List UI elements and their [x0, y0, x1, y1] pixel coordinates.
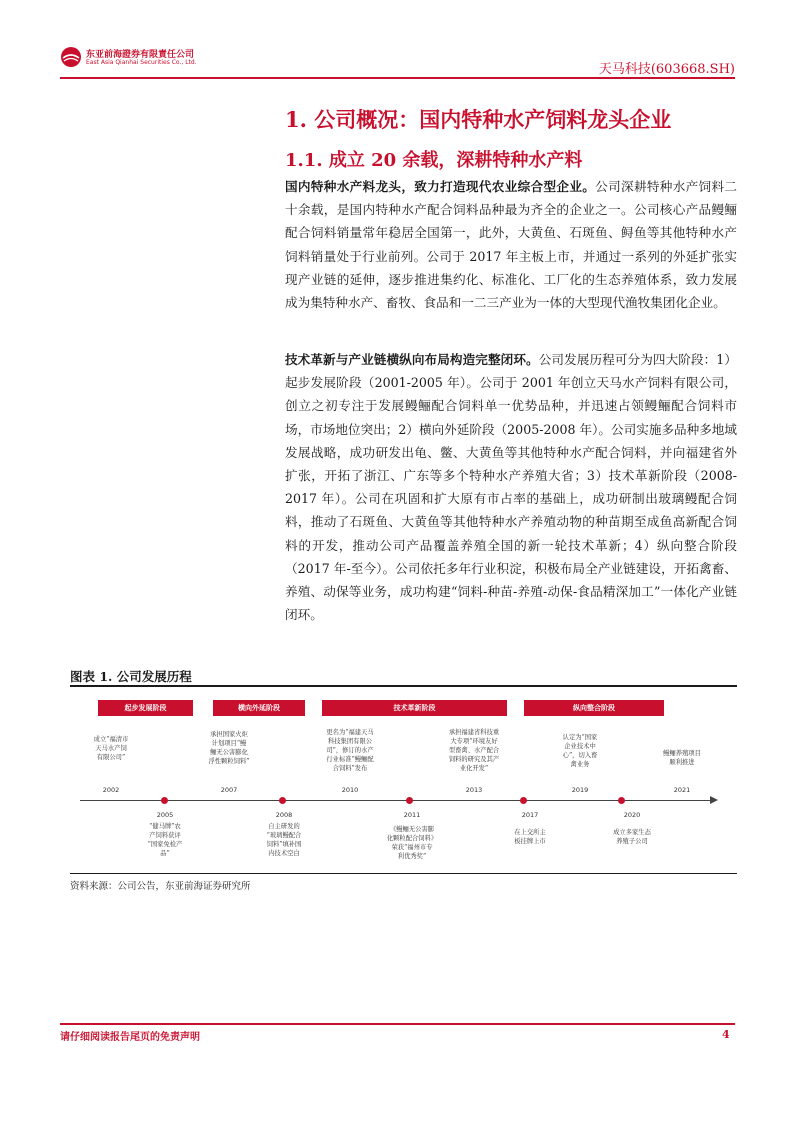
timeline-arrow-icon: [710, 796, 718, 804]
timeline-year: 2005: [156, 811, 174, 819]
timeline-event: 成立多家生态 养殖子公司: [613, 829, 651, 845]
paragraph-lead: 国内特种水产料龙头，致力打造现代农业综合型企业。: [285, 179, 596, 194]
stage-label: 纵向整合阶段: [524, 700, 664, 716]
paragraph-history: [285, 348, 737, 626]
footer-divider: [60, 1023, 735, 1025]
figure-source: 资料来源：公司公告，东亚前海证券研究所: [70, 881, 251, 892]
timeline-dot: [520, 797, 527, 804]
stage-label: 横向外延阶段: [213, 700, 305, 716]
timeline-year: 2011: [403, 811, 421, 819]
timeline-dot: [279, 797, 286, 804]
timeline-event: 认定为“国家 企业技术中 心”，切入畜 禽业务: [562, 734, 598, 768]
timeline-year: 2019: [571, 786, 589, 794]
timeline-event: 《鳗鲡无公害膨 化颗粒配合饲料》 荣获“福州市专 利优秀奖”: [386, 826, 438, 860]
figure-top-rule: [70, 685, 737, 687]
timeline-event: 更名为“福建天马 科技集团有限公 司”，修订的水产 行业标准“鳗鲡配 合饲料”发布: [326, 729, 374, 772]
figure-title: 图表 1. 公司发展历程: [70, 669, 192, 684]
subsection-heading: 1.1. 成立 20 余载，深耕特种水产料: [285, 150, 583, 171]
figure-bottom-rule: [70, 873, 737, 874]
paragraph-body: 公司深耕特种水产饲料二十余载，是国内特种水产配合饲料品种最为齐全的企业之一。公司核心产品鳗鲡配合饲料销量常年稳居全国第一，此外，大黄鱼、石斑鱼、鲟鱼等其他特种水产饲料销量处于行业前列。公司于 2017 年主板上市，并通过一系列的外延扩张实现产业链的延伸，逐步推进集约化、标准化、工厂化的生态养殖体系，致力发展成为集特种水产、畜牧、食品和一二三产业为一体的大型现代渔牧集团化企业。: [285, 179, 738, 311]
timeline-year: 2017: [521, 811, 539, 819]
timeline-year: 2010: [341, 786, 359, 794]
timeline-year: 2007: [220, 786, 238, 794]
timeline-event: 承担福建省科技重 大专项“环境友好 型畜禽、水产配合 饲料的研究及其产 业化开发”: [448, 729, 500, 772]
stage-label: 起步发展阶段: [98, 700, 193, 716]
timeline-event: 鳗鲡养殖项目 顺利推进: [663, 750, 701, 766]
timeline-event: 自主研发的 “玻璃鳗配合 饲料”填补国 内技术空白: [266, 823, 302, 857]
timeline-event: 承担国家火炬 计划项目“鳗 鲡无公害膨化 浮性颗粒饲料”: [208, 731, 250, 765]
timeline-event: “健马牌”农 产饲料获评 “国家免检产 品”: [147, 823, 183, 857]
timeline-event: 在上交所主 板挂牌上市: [514, 829, 546, 845]
paragraph-lead: 技术革新与产业链横纵向布局构造完整闭环。: [285, 352, 539, 367]
footer-disclaimer[interactable]: 请仔细阅读报告尾页的免责声明: [60, 1032, 200, 1043]
company-name-cn: 东亚前海證券有限責任公司: [86, 50, 195, 60]
paragraph-body: 公司发展历程可分为四大阶段：1）起步发展阶段（2001-2005 年）。公司于 2001 年创立天马水产饲料有限公司，创立之初专注于发展鳗鲡配合饲料单一优势品种，并迅速占领鳗鲡配合饲料市场，市场地位突出；2）横向外延阶段（2005-2008 年）。公司实施多品种多地域发展战略，成功研发出龟、鳖、大黄鱼等其他特种水产配合饲料，并向福建省外扩张，开拓了浙江、广东等多个特种水产养殖大省；3）技术革新阶段（2008-2017 年）。公司在巩固和扩大原有市占率的基础上，成功研制出玻璃鳗配合饲料，推动了石斑鱼、大黄鱼等其他特种水产养殖动物的种苗期至成鱼高新配合饲料的开发，推动公司产品覆盖养殖全国的新一轮技术革新；4）纵向整合阶段（2017 年-至今）。公司依托多年行业积淀，积极布局全产业链建设，开拓禽畜、养殖、动保等业务，成功构建“饲料-种苗-养殖-动保-食品精深加工”一体化产业链闭环。: [285, 352, 738, 623]
timeline-year: 2013: [465, 786, 483, 794]
section-heading: 1. 公司概况：国内特种水产饲料龙头企业: [285, 107, 672, 132]
timeline-dot: [161, 797, 168, 804]
timeline-year: 2008: [275, 811, 293, 819]
timeline-year: 2002: [102, 786, 120, 794]
timeline-year: 2021: [673, 786, 691, 794]
paragraph-overview: [285, 175, 737, 314]
company-logo: [60, 44, 220, 74]
timeline-event: 成立“福清市 天马水产饲 有限公司”: [93, 736, 129, 761]
timeline-dot: [618, 797, 625, 804]
company-name-en: East Asia Qianhai Securities Co., Ltd.: [86, 59, 197, 66]
timeline-dot: [406, 797, 413, 804]
page-header: [60, 44, 735, 78]
header-divider: [60, 77, 735, 79]
page-number: 4: [722, 1028, 730, 1041]
timeline-year: 2020: [623, 811, 641, 819]
stock-ticker: 天马科技(603668.SH): [598, 62, 735, 77]
logo-emblem-icon: [60, 46, 82, 68]
stage-label: 技术革新阶段: [322, 700, 507, 716]
